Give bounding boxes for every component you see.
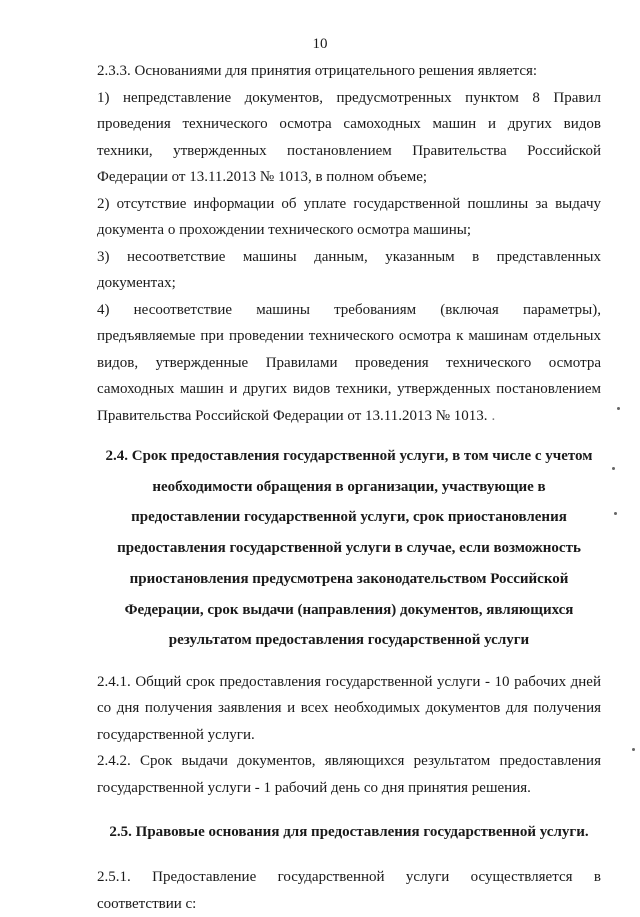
section-2-3-3-item-4 bbox=[97, 297, 601, 430]
section-2-3-3-item-2: 2) отсутствие информации об уплате государственной пошлины за выдачу документа о прохождении технического осмотра машины; bbox=[97, 195, 601, 238]
section-2-4-2: 2.4.2. Срок выдачи документов, являющихся результатом предоставления государственной услуги - 1 рабочий день со дня принятия решения. bbox=[97, 753, 601, 796]
section-2-5-1: 2.5.1. Предоставление государственной услуги осуществляется в соответствии с: bbox=[97, 869, 601, 912]
section-2-4-heading: 2.4. Срок предоставления государственной услуги, в том числе с учетом необходимости обращения в организации, участвующие в предоставлении государственной услуги, срок приостановления предоставления государственной услуги в случае, если возможность приостановления предусмотрена законодательством Российской Федерации, срок выдачи (направления) документов, являющихся результатом предоставления государственной услуги bbox=[105, 448, 593, 649]
section-2-3-3-item-4-text: 4) несоответствие машины требованиям (включая параметры), предъявляемые при проведении технического осмотра к машинам отдельных видов, утвержденные Правилами проведения технического осмотра самоходных машин и других видов техники, утвержденных постановлением Правительства Российской Федерации от 13.11.2013 № 1013. bbox=[97, 301, 601, 424]
section-2-4-1: 2.4.1. Общий срок предоставления государственной услуги - 10 рабочих дней со дня получения заявления и всех необходимых документов для получения государственной услуги. bbox=[97, 673, 601, 743]
scan-speck bbox=[612, 467, 615, 470]
section-2-3-3-item-3: 3) несоответствие машины данным, указанным в представленных документах; bbox=[97, 248, 601, 291]
page-number: 10 bbox=[312, 36, 328, 52]
scan-speck bbox=[617, 407, 620, 410]
section-2-5-heading: 2.5. Правовые основания для предоставления государственной услуги. bbox=[109, 824, 589, 841]
scan-speck bbox=[614, 512, 617, 515]
section-2-3-3-item-1: 1) непредставление документов, предусмотренных пунктом 8 Правил проведения технического осмотра самоходных машин и других видов техники, утвержденных постановлением Правительства Российской Федерации от 13.11.2013 № 1013, в полном объеме; bbox=[97, 89, 601, 185]
document-body bbox=[97, 58, 601, 917]
scan-dot: . bbox=[491, 407, 496, 424]
scan-speck bbox=[632, 748, 635, 751]
section-2-3-3-intro: 2.3.3. Основаниями для принятия отрицательного решения является: bbox=[97, 63, 538, 79]
